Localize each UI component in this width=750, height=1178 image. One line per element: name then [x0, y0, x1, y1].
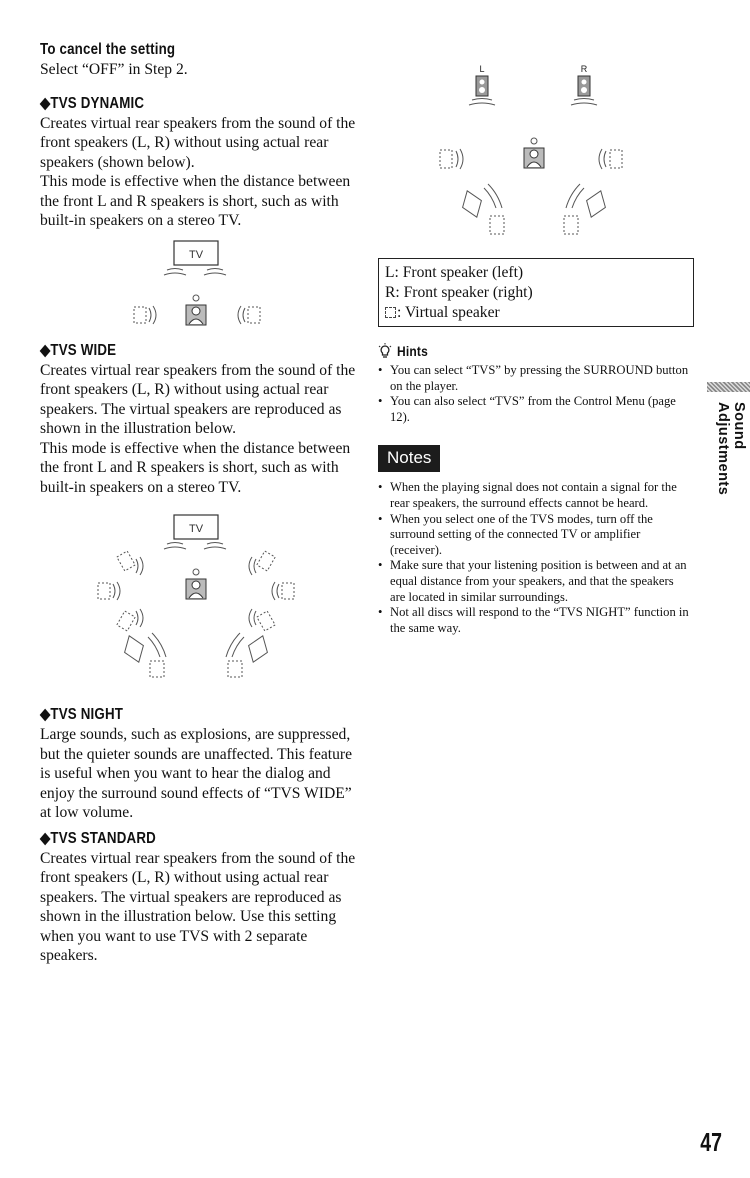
listener-icon: [186, 295, 206, 325]
notes-section: [378, 445, 690, 636]
page-number: 47: [700, 1127, 722, 1157]
tvs-standard-text: Creates virtual rear speakers from the sound of the front speakers (L, R) without using actual rear speakers. The virtual speakers are reproduced as shown in the illustration below. Use this setting when you want to use TVS with 2 separate speakers.: [40, 849, 356, 964]
note-item: • Not all discs will respond to the “TVS NIGHT” function in the same way.: [378, 605, 690, 636]
hints-section: [378, 341, 690, 425]
front-right-label: R: [580, 64, 588, 74]
tvs-wide-diagram: [40, 513, 358, 683]
legend-virtual: : Virtual speaker: [385, 303, 687, 323]
section-side-tab: [707, 382, 750, 532]
left-column: [40, 40, 358, 966]
tvs-dynamic-diagram: [40, 237, 358, 333]
diagram-legend: [378, 258, 694, 327]
tvs-standard-heading: ◆TVS STANDARD: [40, 829, 156, 847]
virtual-speaker-right: [599, 149, 622, 169]
virtual-speakers-right: [226, 551, 294, 677]
cancel-heading: To cancel the setting: [40, 41, 176, 58]
hint-item: • You can select “TVS” by pressing the SURROUND button on the player.: [378, 363, 690, 394]
tvs-standard-diagram: [378, 40, 690, 250]
tv-sound-waves: [164, 543, 226, 550]
notes-list: [378, 480, 690, 636]
tvs-night-heading: ◆TVS NIGHT: [40, 706, 124, 723]
tvs-wide-heading: ◆TVS WIDE: [40, 341, 117, 359]
tvs-dynamic-heading: ◆TVS DYNAMIC: [40, 94, 145, 112]
legend-front-right: R: Front speaker (right): [385, 284, 533, 301]
virtual-speaker-left: [440, 149, 463, 169]
legend-front-left: L: Front speaker (left): [385, 264, 524, 281]
right-column: [378, 40, 690, 636]
hints-heading: Hints: [397, 343, 428, 359]
note-item: • When the playing signal does not contain a signal for the rear speakers, the surround effects cannot be heard.: [378, 480, 690, 511]
cancel-text: Select “OFF” in Step 2.: [40, 61, 188, 78]
virtual-speakers-left: [98, 551, 166, 677]
tv-sound-waves: [164, 268, 226, 275]
front-left-label: L: [479, 64, 485, 74]
front-left-speaker-icon: [469, 76, 495, 105]
listener-icon: [186, 569, 206, 599]
lightbulb-icon: [378, 343, 392, 359]
tvs-night-text: Large sounds, such as explosions, are suppressed, but the quieter sounds are unaffected. This feature is useful when you want to hear the dialog and enjoy the surround sound effects of “TVS WIDE” at low volume.: [40, 726, 353, 821]
listener-icon: [524, 138, 544, 168]
tv-label: TV: [188, 523, 204, 535]
notes-badge: Notes: [378, 445, 440, 472]
hints-list: [378, 363, 690, 425]
hint-item: • You can also select “TVS” from the Control Menu (page 12).: [378, 394, 690, 425]
side-tab-label: Sound Adjustments: [715, 402, 747, 496]
tv-label: TV: [188, 248, 204, 261]
note-item: • Make sure that your listening position is between and at an equal distance from your speakers, and that the speakers are located in similar surroundings.: [378, 558, 690, 605]
tvs-wide-text: Creates virtual rear speakers from the sound of the front speakers (L, R) without using actual rear speakers. The virtual speakers are reproduced as shown in the illustration below. This mode is effective when the distance between the front L and R speakers is short, such as with built-in speakers on a stereo TV.: [40, 361, 356, 496]
tvs-dynamic-text: Creates virtual rear speakers from the sound of the front speakers (L, R) without using actual rear speakers (shown below). This mode is effective when the distance between the front L and R speakers is short, such as with built-in speakers on a stereo TV.: [40, 114, 356, 229]
virtual-speaker-right: [238, 306, 260, 324]
virtual-speakers-rear: [458, 184, 610, 234]
note-item: • When you select one of the TVS modes, turn off the surround setting of the connected TV or amplifier (receiver).: [378, 512, 690, 559]
front-right-speaker-icon: [571, 76, 597, 105]
virtual-speaker-left: [134, 306, 156, 324]
side-tab-bar: [707, 382, 750, 392]
virtual-speaker-icon: [385, 307, 396, 318]
